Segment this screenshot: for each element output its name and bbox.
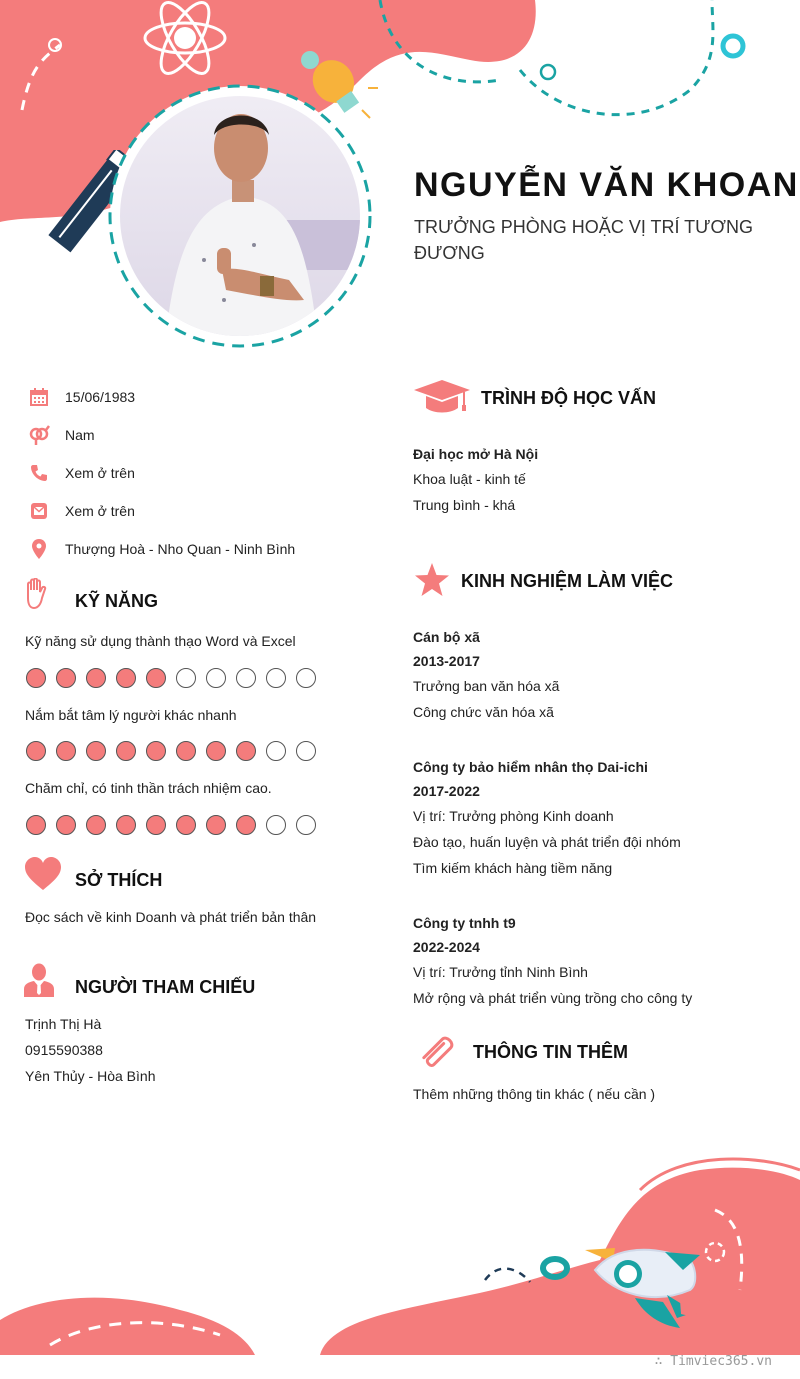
skill-dot-filled xyxy=(116,815,136,835)
skills-heading: KỸ NĂNG xyxy=(75,591,159,611)
job-company: Cán bộ xã xyxy=(413,629,480,645)
skill-dot-filled xyxy=(116,668,136,688)
skill-dot-filled xyxy=(26,815,46,835)
skill-dot-filled xyxy=(176,815,196,835)
skill-dot-filled xyxy=(176,741,196,761)
avatar-frame xyxy=(104,80,376,352)
job-period: 2017-2022 xyxy=(413,783,480,799)
education-grade: Trung bình - khá xyxy=(413,497,516,513)
skill-dot-empty xyxy=(176,668,196,688)
person-icon xyxy=(24,963,54,997)
skill-dot-empty xyxy=(296,668,316,688)
skill-dot-empty xyxy=(206,668,226,688)
job-detail: Vị trí: Trưởng tỉnh Ninh Bình xyxy=(413,964,588,980)
candidate-name: NGUYỄN VĂN KHOAN xyxy=(414,166,799,204)
gender-icon xyxy=(28,424,50,446)
skill-dot-empty xyxy=(236,668,256,688)
email-text: Xem ở trên xyxy=(65,503,135,519)
paperclip-icon xyxy=(416,1030,460,1074)
watermark: ∴ Timviec365.vn xyxy=(654,1354,772,1369)
skill-dot-filled xyxy=(86,741,106,761)
job-detail: Vị trí: Trưởng phòng Kinh doanh xyxy=(413,808,614,824)
skill-dot-filled xyxy=(236,815,256,835)
skill-dot-filled xyxy=(56,668,76,688)
skill-dot-filled xyxy=(116,741,136,761)
skill-dot-empty xyxy=(296,741,316,761)
skill-dot-empty xyxy=(266,741,286,761)
skill-dot-filled xyxy=(56,815,76,835)
skill-dot-filled xyxy=(86,668,106,688)
heart-icon xyxy=(24,857,62,891)
job-company: Công ty tnhh t9 xyxy=(413,915,516,931)
reference-address: Yên Thủy - Hòa Bình xyxy=(25,1068,156,1084)
rocket-icon xyxy=(585,1240,710,1335)
skill-dot-filled xyxy=(146,668,166,688)
skill-dot-filled xyxy=(236,741,256,761)
experience-heading: KINH NGHIỆM LÀM VIỆC xyxy=(461,571,674,591)
skill-rating xyxy=(26,668,316,688)
phone-text: Xem ở trên xyxy=(65,465,135,481)
hand-icon xyxy=(24,578,48,610)
skill-dot-filled xyxy=(206,741,226,761)
education-major: Khoa luật - kinh tế xyxy=(413,471,526,487)
education-school: Đại học mở Hà Nội xyxy=(413,446,539,462)
contact-email xyxy=(28,499,135,523)
skill-dot-filled xyxy=(146,741,166,761)
skill-label: Chăm chỉ, có tinh thần trách nhiệm cao. xyxy=(25,780,272,796)
job-company: Công ty bảo hiểm nhân thọ Dai-ichi xyxy=(413,759,648,775)
job-period: 2022-2024 xyxy=(413,939,480,955)
job-detail: Đào tạo, huấn luyện và phát triển đội nhóm xyxy=(413,834,681,850)
address-text: Thượng Hoà - Nho Quan - Ninh Bình xyxy=(65,541,296,557)
skill-dot-filled xyxy=(26,741,46,761)
contact-address xyxy=(28,537,295,561)
skill-rating xyxy=(26,815,316,835)
job-title: TRƯỞNG PHÒNG HOẶC VỊ TRÍ TƯƠNG ĐƯƠNG xyxy=(414,217,753,263)
location-icon xyxy=(28,538,50,560)
skill-dot-filled xyxy=(56,741,76,761)
additional-heading: THÔNG TIN THÊM xyxy=(473,1042,628,1062)
job-detail: Mở rộng và phát triển vùng trồng cho công ty xyxy=(413,990,693,1006)
hobbies-text: Đọc sách về kinh Doanh và phát triển bản thân xyxy=(25,909,317,925)
education-heading: TRÌNH ĐỘ HỌC VẤN xyxy=(481,388,656,408)
job-detail: Công chức văn hóa xã xyxy=(413,704,554,720)
job-detail: Tìm kiếm khách hàng tiềm năng xyxy=(413,860,613,876)
graduation-cap-icon xyxy=(414,380,470,414)
job-period: 2013-2017 xyxy=(413,653,480,669)
additional-text: Thêm những thông tin khác ( nếu cần ) xyxy=(413,1086,656,1102)
atom-icon xyxy=(140,0,230,85)
contact-phone xyxy=(28,461,135,485)
gender-text: Nam xyxy=(65,427,95,443)
skill-dot-filled xyxy=(146,815,166,835)
reference-phone: 0915590388 xyxy=(25,1042,103,1058)
skill-label: Nắm bắt tâm lý người khác nhanh xyxy=(25,707,237,723)
calendar-icon xyxy=(28,386,50,408)
avatar xyxy=(104,80,376,352)
skill-dot-empty xyxy=(266,815,286,835)
reference-name: Trịnh Thị Hà xyxy=(25,1016,102,1032)
job-detail: Trưởng ban văn hóa xã xyxy=(413,678,560,694)
star-icon xyxy=(414,562,450,598)
skill-dot-empty xyxy=(296,815,316,835)
contact-gender xyxy=(28,423,95,447)
phone-icon xyxy=(28,462,50,484)
skill-rating xyxy=(26,741,316,761)
email-icon xyxy=(28,500,50,522)
skill-dot-filled xyxy=(206,815,226,835)
skill-dot-empty xyxy=(266,668,286,688)
contact-birthdate xyxy=(28,385,135,409)
hobbies-heading: SỞ THÍCH xyxy=(75,870,163,890)
skill-dot-filled xyxy=(26,668,46,688)
skill-label: Kỹ năng sử dụng thành thạo Word và Excel xyxy=(25,633,296,649)
references-heading: NGƯỜI THAM CHIẾU xyxy=(75,977,256,997)
birthdate-text: 15/06/1983 xyxy=(65,389,136,405)
skill-dot-filled xyxy=(86,815,106,835)
